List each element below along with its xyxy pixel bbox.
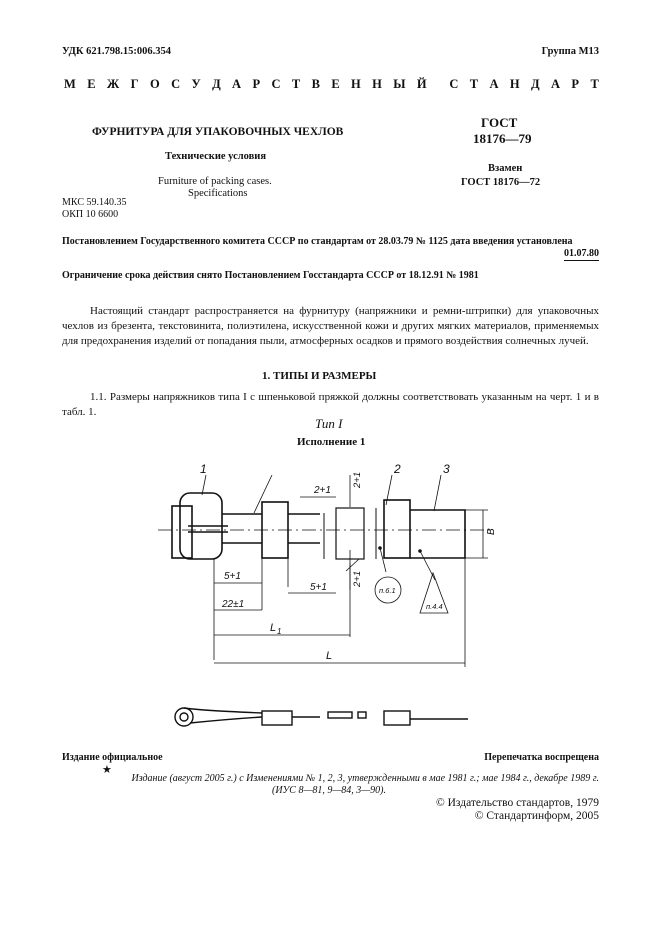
note-circle-label: п.6.1 — [379, 586, 396, 595]
interstate-letter: У — [191, 77, 201, 91]
reprint-prohibited: Перепечатка воспрещена — [484, 752, 599, 763]
interstate-letter: Р — [252, 77, 261, 91]
strap-loop-2 — [384, 500, 410, 558]
english-title-line-1: Furniture of packing cases. — [158, 176, 272, 187]
interstate-letter: А — [232, 77, 242, 91]
copyright-1: © Издательство стандартов, 1979 — [435, 797, 599, 809]
interstate-letter: С — [449, 77, 459, 91]
okp-code: ОКП 10 6600 — [62, 209, 119, 220]
interstate-letter: М — [64, 77, 76, 91]
interstate-letter: Р — [571, 77, 580, 91]
decree-text: Постановлением Государственного комитета СССР по стандартам от 28.03.79 № 1125 дата введения установлена — [62, 236, 573, 247]
copyright-2: © Стандартинформ, 2005 — [474, 810, 599, 822]
decree-date: 01.07.80 — [564, 248, 599, 259]
dim-5-1-right: 5+1 — [310, 582, 327, 593]
callout-1: 1 — [200, 462, 207, 476]
technical-drawing — [150, 455, 510, 740]
dim-22: 22±1 — [222, 599, 245, 610]
document-subtitle: Технические условия — [165, 151, 267, 162]
interstate-letter: Д — [212, 77, 221, 91]
group-code: Группа М13 — [541, 46, 599, 57]
interstate-letter: Т — [291, 77, 301, 91]
mks-code: МКС 59.140.35 — [62, 197, 127, 208]
interstate-letter: Т — [590, 77, 599, 91]
edition-note-line-1: Издание (август 2005 г.) с Изменениями № 1, 2, 3, утвержденными в мае 1981 г.; мае 1984 г., декабре 1989 г. — [131, 773, 599, 784]
dim-2-1-vert-top: 2+1 — [352, 471, 363, 488]
interstate-letter: С — [271, 77, 281, 91]
paragraph-1-1: 1.1. Размеры напряжников типа I с шпеньковой пряжкой должны соответствовать указанным на черт. 1 и в табл. 1. — [62, 391, 599, 418]
replaced-gost: ГОСТ 18176—72 — [461, 177, 541, 188]
interstate-letter: В — [311, 77, 320, 91]
interstate-letter: Ы — [393, 77, 406, 91]
dim-2-1-vert-bottom: 2+1 — [352, 570, 363, 587]
star-mark: ★ — [102, 764, 112, 776]
variant-label: Исполнение 1 — [297, 436, 366, 448]
english-title-line-2: Specifications — [188, 188, 248, 199]
section-title: 1. ТИПЫ И РАЗМЕРЫ — [262, 370, 377, 382]
interstate-letter: Н — [509, 77, 520, 91]
interstate-letter: Н — [372, 77, 382, 91]
dim-l: L — [326, 650, 333, 662]
official-edition: Издание официальное — [62, 752, 163, 763]
intro-paragraph: Настоящий стандарт распространяется на фурнитуру (напряжники и ремни-штрипки) для упаковочных чехлов из брезента, текстовинита, полиэтилена, искусственной кожи и других мягких материалов, применяемых для предохранения изделий от попадания пыли, атмосферных осадков и прямого воздействия солнечных лучей. — [62, 305, 599, 347]
edition-note-line-2: (ИУС 8—81, 9—84, 3—90). — [272, 785, 386, 796]
gost-label: ГОСТ — [481, 115, 518, 130]
callout-3: 3 — [443, 462, 450, 476]
replaced-label: Взамен — [488, 163, 523, 174]
dim-l1-sub: 1 — [277, 627, 282, 636]
interstate-standard-heading — [64, 77, 599, 92]
interstate-letter: Ж — [106, 77, 120, 91]
dim-5-1-left: 5+1 — [224, 571, 241, 582]
interstate-letter: А — [489, 77, 499, 91]
restriction-text: Ограничение срока действия снято Постановлением Госстандарта СССР от 18.12.91 № 1981 — [62, 270, 479, 281]
callout-2: 2 — [394, 462, 401, 476]
dim-b: В — [486, 528, 497, 535]
interstate-letter: С — [171, 77, 181, 91]
interstate-letter: Е — [331, 77, 340, 91]
interstate-letter: Й — [416, 77, 427, 91]
document-title: ФУРНИТУРА ДЛЯ УПАКОВОЧНЫХ ЧЕХЛОВ — [92, 126, 344, 138]
interstate-letter: Г — [130, 77, 139, 91]
gost-number: 18176—79 — [473, 131, 532, 146]
interstate-letter: Н — [351, 77, 361, 91]
dim-l1: L — [270, 622, 277, 634]
interstate-letter: Т — [469, 77, 479, 91]
udk-code: УДК 621.798.15:006.354 — [62, 46, 171, 57]
interstate-letter: Д — [531, 77, 540, 91]
type-label: Тип I — [315, 416, 343, 431]
interstate-letter: Е — [87, 77, 96, 91]
note-triangle-label: п.4.4 — [426, 602, 443, 611]
interstate-letter: О — [149, 77, 160, 91]
interstate-letter: А — [551, 77, 561, 91]
dim-2-1-top: 2+1 — [314, 485, 331, 496]
